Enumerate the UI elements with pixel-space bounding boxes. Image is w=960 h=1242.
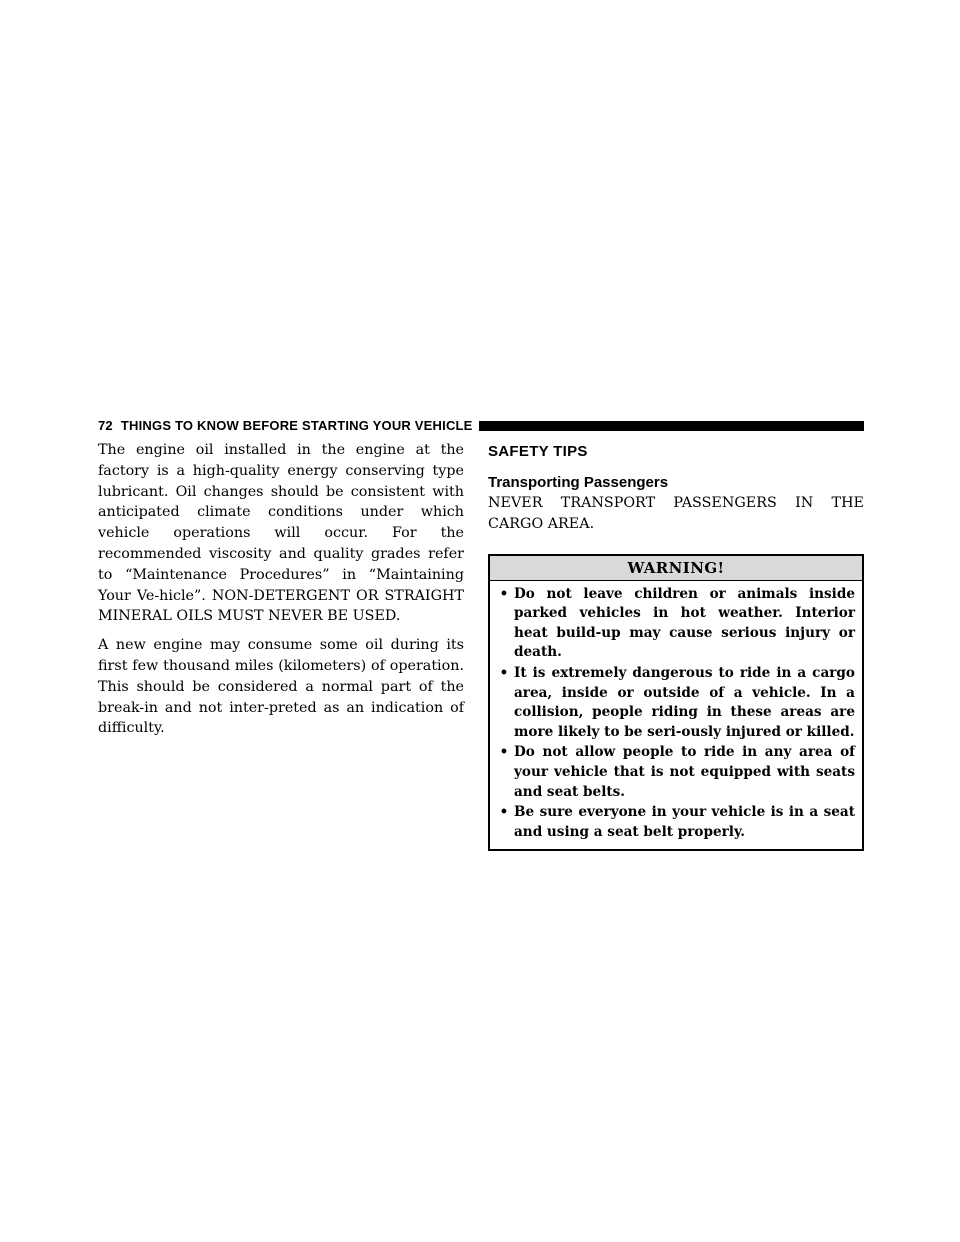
section-title: SAFETY TIPS	[488, 443, 588, 460]
warning-item-text: Be sure everyone in your vehicle is in a seat and using a seat belt properly.	[514, 804, 855, 840]
warning-item-text: Do not leave children or animals inside parked vehicles in hot weather. Interior heat build-up may cause serious injury or death.	[514, 585, 855, 661]
warning-item	[494, 803, 855, 842]
page-header	[98, 417, 864, 435]
bullet-icon: •	[499, 744, 509, 761]
bullet-icon: •	[499, 804, 509, 821]
warning-title: WARNING!	[490, 556, 862, 581]
paragraph-engine-oil: The engine oil installed in the engine at the factory is a high-quality energy conserving type lubricant. Oil changes should be consistent with anticipated climate conditions under which vehicle operations will occur. For the recommended viscosity and quality grades refer to “Maintenance Procedures” in “Maintaining Your Ve-hicle”. NON-DETERGENT OR STRAIGHT MINERAL OILS MUST NEVER BE USED.	[98, 442, 464, 625]
warning-item	[494, 743, 855, 802]
warning-box	[488, 554, 864, 852]
warning-item-text: Do not allow people to ride in any area of your vehicle that is not equipped with seats and seat belts.	[514, 744, 855, 800]
right-column	[488, 440, 864, 851]
warning-item	[494, 664, 855, 742]
bullet-icon: •	[499, 664, 509, 681]
left-column	[98, 440, 464, 747]
subsection-title: Transporting Passengers	[488, 474, 669, 491]
paragraph-new-engine: A new engine may consume some oil during its first few thousand miles (kilometers) of operation. This should be considered a normal part of the break-in and not inter-preted as an indication of difficulty.	[98, 637, 464, 737]
warning-item-text: It is extremely dangerous to ride in a cargo area, inside or outside of a vehicle. In a collision, people riding in these areas are more likely to be seri-ously injured or killed.	[514, 664, 855, 740]
page-number: 72	[98, 418, 113, 433]
bullet-icon: •	[499, 585, 509, 602]
cargo-notice: NEVER TRANSPORT PASSENGERS IN THE CARGO AREA.	[488, 495, 864, 532]
header-rule	[479, 421, 864, 431]
warning-item	[494, 585, 855, 663]
chapter-title: THINGS TO KNOW BEFORE STARTING YOUR VEHICLE	[120, 418, 473, 433]
warning-list	[490, 581, 862, 850]
